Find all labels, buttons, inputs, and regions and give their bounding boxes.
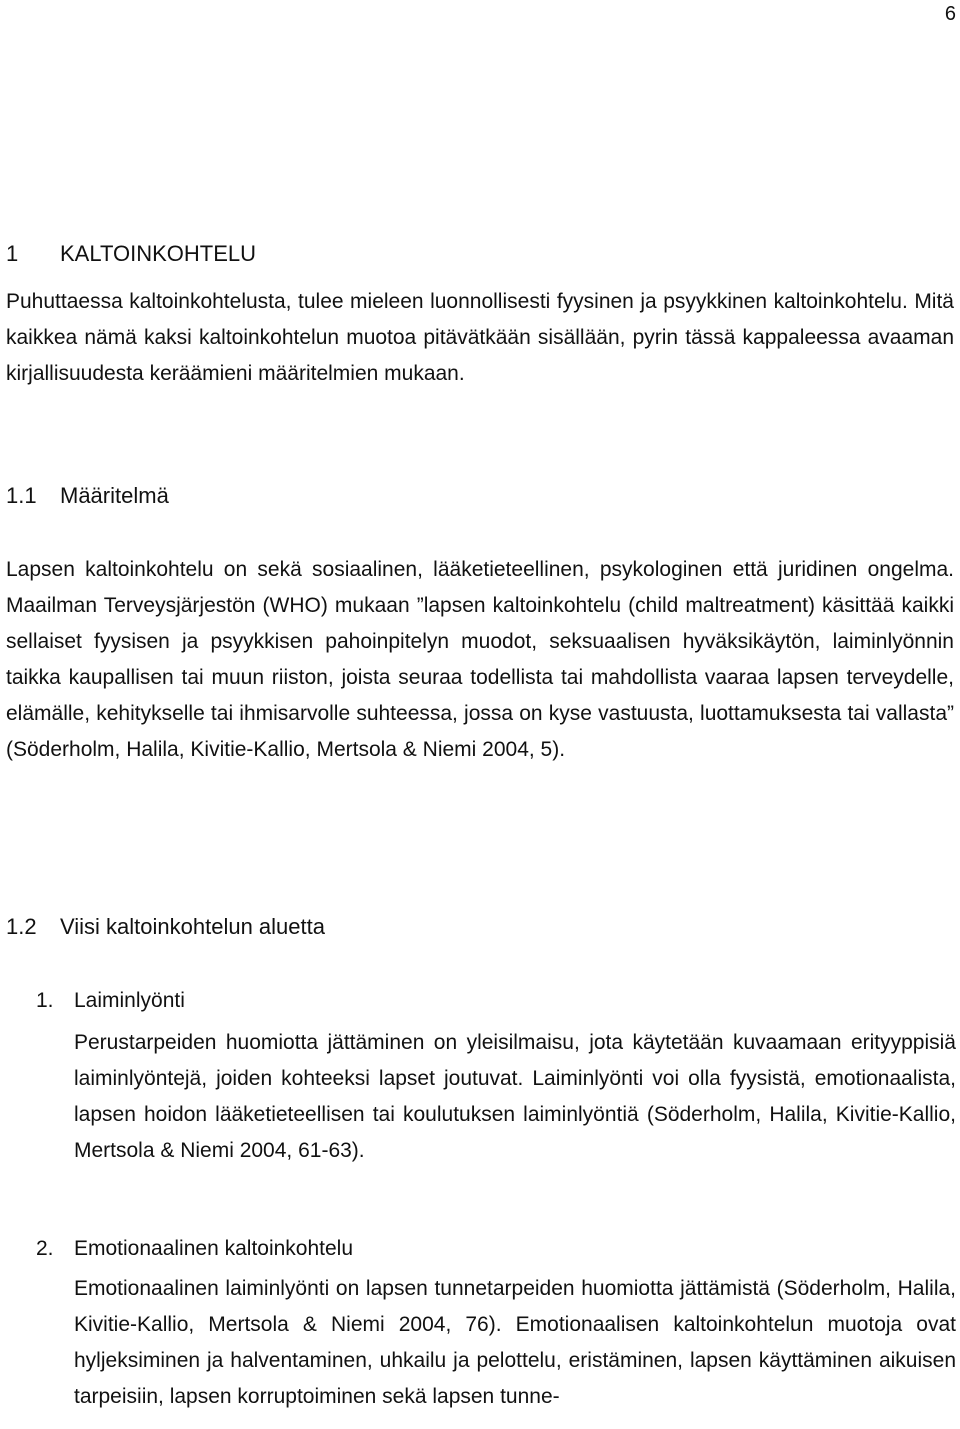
section-title: Määritelmä xyxy=(60,483,169,508)
list-item-body: Emotionaalinen laiminlyönti on lapsen tunnetarpeiden huomiotta jättämistä (Söderholm, Halila, Kivitie-Kallio, Mertsola & Niemi 2004, 76). Emotionaalisen kaltoinkohtelun muotoja ovat hyljeksiminen ja halventaminen, uhkailu ja pelottelu, eristäminen, lapsen käyttäminen aikuisen tarpeisiin, lapsen korruptoiminen sekä lapsen tunne- xyxy=(74,1277,956,1408)
section-title: Viisi kaltoinkohtelun aluetta xyxy=(60,914,325,939)
chapter-heading xyxy=(6,240,256,268)
definition-paragraph: Lapsen kaltoinkohtelu on sekä sosiaalinen, lääketieteellinen, psykologinen että juridinen ongelma. Maailman Terveysjärjestön (WHO) mukaan ”lapsen kaltoinkohtelu (child maltreatment) käsittää kaikki sellaiset fyysisen ja psyykkisen pahoinpitelyn muodot, seksuaalisen hyväksikäytön, laiminlyönnin taikka kaupallisen tai muun riiston, joista seuraa todellista tai mahdollista vaaraa lapsen terveydelle, elämälle, kehitykselle tai ihmisarvolle suhteessa, jossa on kyse vastuusta, luottamuksesta tai vallasta” (Söderholm, Halila, Kivitie-Kallio, Mertsola & Niemi 2004, 5). xyxy=(6,558,954,761)
section-heading-1-1 xyxy=(6,482,169,510)
chapter-number: 1 xyxy=(6,241,19,266)
list-item-heading: Emotionaalinen kaltoinkohtelu xyxy=(74,1237,354,1260)
chapter-title: KALTOINKOHTELU xyxy=(60,241,257,266)
page-number: 6 xyxy=(944,3,956,25)
list-item-title xyxy=(36,1235,353,1263)
section-number: 1.1 xyxy=(6,483,37,508)
section-heading-1-2 xyxy=(6,913,325,941)
list-item-title xyxy=(36,987,185,1015)
list-item-number: 2. xyxy=(36,1237,54,1260)
list-item-number: 1. xyxy=(36,989,54,1012)
list-item-heading: Laiminlyönti xyxy=(74,989,185,1012)
list-item-body: Perustarpeiden huomiotta jättäminen on yleisilmaisu, jota käytetään kuvaamaan erityyppisiä laiminlyöntejä, joiden kohteeksi lapset joutuvat. Laiminlyönti voi olla fyysistä, emotionaalista, lapsen hoidon lääketieteellisen tai koulutuksen laiminlyöntiä (Söderholm, Halila, Kivitie-Kallio, Mertsola & Niemi 2004, 61-63). xyxy=(74,1031,956,1162)
chapter-intro-paragraph: Puhuttaessa kaltoinkohtelusta, tulee mieleen luonnollisesti fyysinen ja psyykkinen kaltoinkohtelu. Mitä kaikkea nämä kaksi kaltoinkohtelun muotoa pitävätkään sisällään, pyrin tässä kappaleessa avaaman kirjallisuudesta keräämieni määritelmien mukaan. xyxy=(6,290,954,385)
section-number: 1.2 xyxy=(6,914,37,939)
